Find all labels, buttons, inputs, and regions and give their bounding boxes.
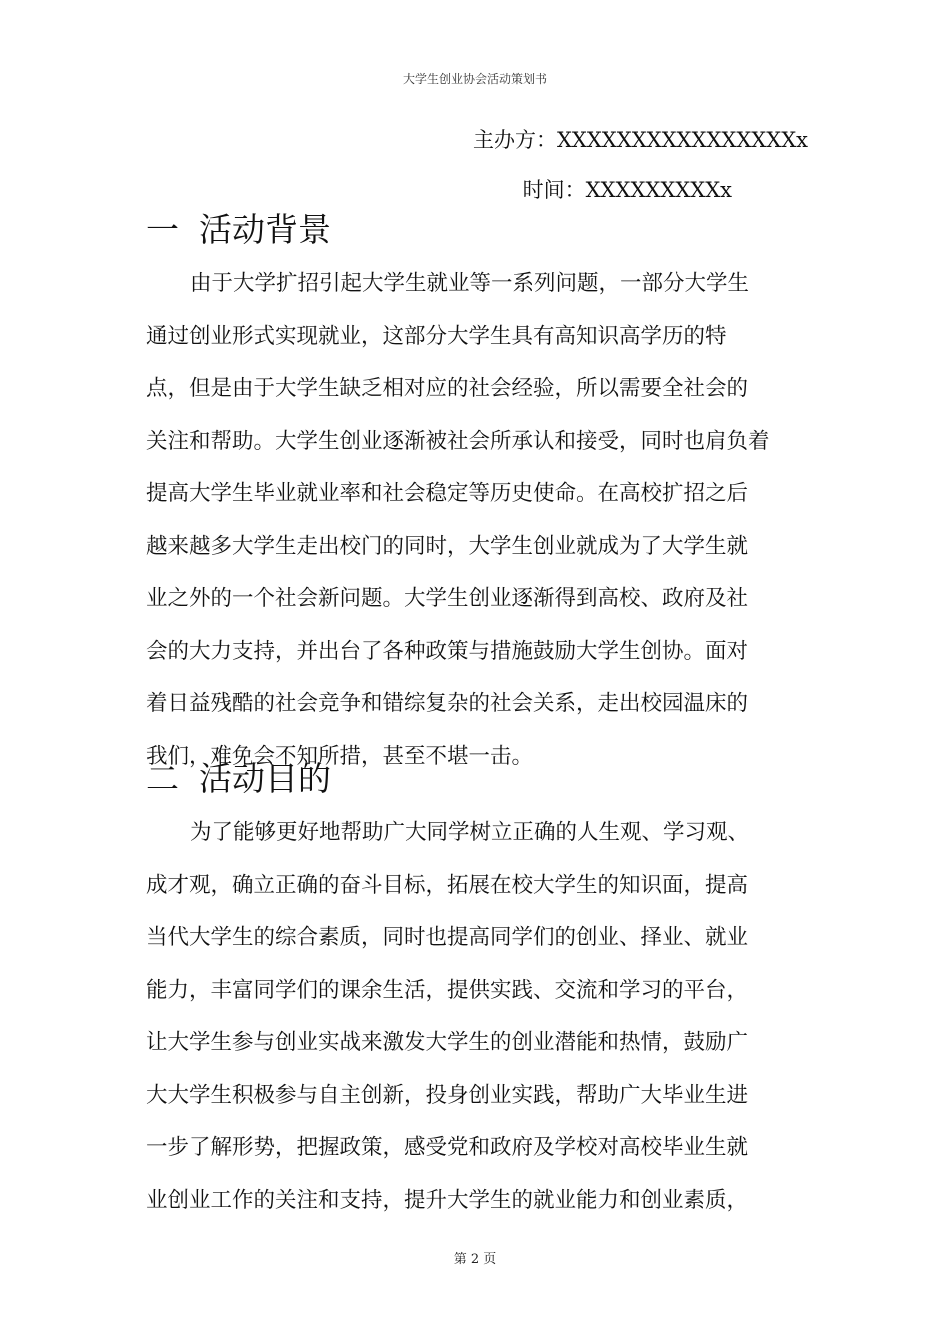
section-number: 一: [146, 210, 179, 249]
section-title: 活动背景: [199, 210, 331, 249]
section-heading-background: [146, 204, 331, 251]
section-body-background: [146, 258, 808, 783]
paragraph-line: 大大学生积极参与自主创新，投身创业实践，帮助广大毕业生进: [146, 1082, 749, 1108]
section-body-purpose: [146, 807, 808, 1227]
paragraph-line: 当代大学生的综合素质，同时也提高同学们的创业、择业、就业: [146, 925, 749, 950]
paragraph-line: 成才观，确立正确的奋斗目标，拓展在校大学生的知识面，提高: [146, 872, 749, 898]
paragraph-line: 通过创业形式实现就业，这部分大学生具有高知识高学历的特: [146, 323, 727, 349]
paragraph-line: 会的大力支持，并出台了各种政策与措施鼓励大学生创协。面对: [146, 638, 749, 664]
section-heading-purpose: [146, 753, 331, 800]
paragraph-line: 关注和帮助。大学生创业逐渐被社会所承认和接受，同时也肩负着: [146, 428, 770, 454]
paragraph-line: 点，但是由于大学生缺乏相对应的社会经验，所以需要全社会的: [146, 376, 749, 401]
running-header: 大学生创业协会活动策划书: [402, 72, 547, 86]
paragraph-line: 提高大学生毕业就业率和社会稳定等历史使命。在高校扩招之后: [146, 481, 749, 506]
paragraph-line: 让大学生参与创业实战来激发大学生的创业潜能和热情，鼓励广: [146, 1030, 749, 1055]
paragraph-line: 为了能够更好地帮助广大同学树立正确的人生观、学习观、: [190, 820, 750, 845]
paragraph-line: 由于大学扩招引起大学生就业等一系列问题，一部分大学生: [190, 271, 750, 296]
paragraph-line: 能力，丰富同学们的课余生活，提供实践、交流和学习的平台，: [146, 977, 749, 1003]
paragraph-line: 业之外的一个社会新问题。大学生创业逐渐得到高校、政府及社: [146, 586, 749, 611]
section-title: 活动目的: [199, 759, 331, 798]
paragraph-line: 着日益残酷的社会竞争和错综复杂的社会关系，走出校园温床的: [146, 691, 749, 716]
paragraph-line: 我们，难免会不知所措，甚至不堪一击。: [146, 743, 534, 769]
paragraph-line: 业创业工作的关注和支持，提升大学生的就业能力和创业素质，: [146, 1187, 749, 1213]
section-number: 二: [146, 759, 179, 798]
paragraph-line: 一步了解形势，把握政策，感受党和政府及学校对高校毕业生就: [146, 1135, 749, 1160]
paragraph-line: 越来越多大学生走出校门的同时，大学生创业就成为了大学生就: [146, 533, 749, 559]
organizer-line: 主办方：XXXXXXXXXXXXXXXXx: [472, 128, 808, 152]
time-line: 时间：XXXXXXXXXx: [522, 178, 732, 202]
page-number: 第 2 页: [453, 1252, 497, 1267]
